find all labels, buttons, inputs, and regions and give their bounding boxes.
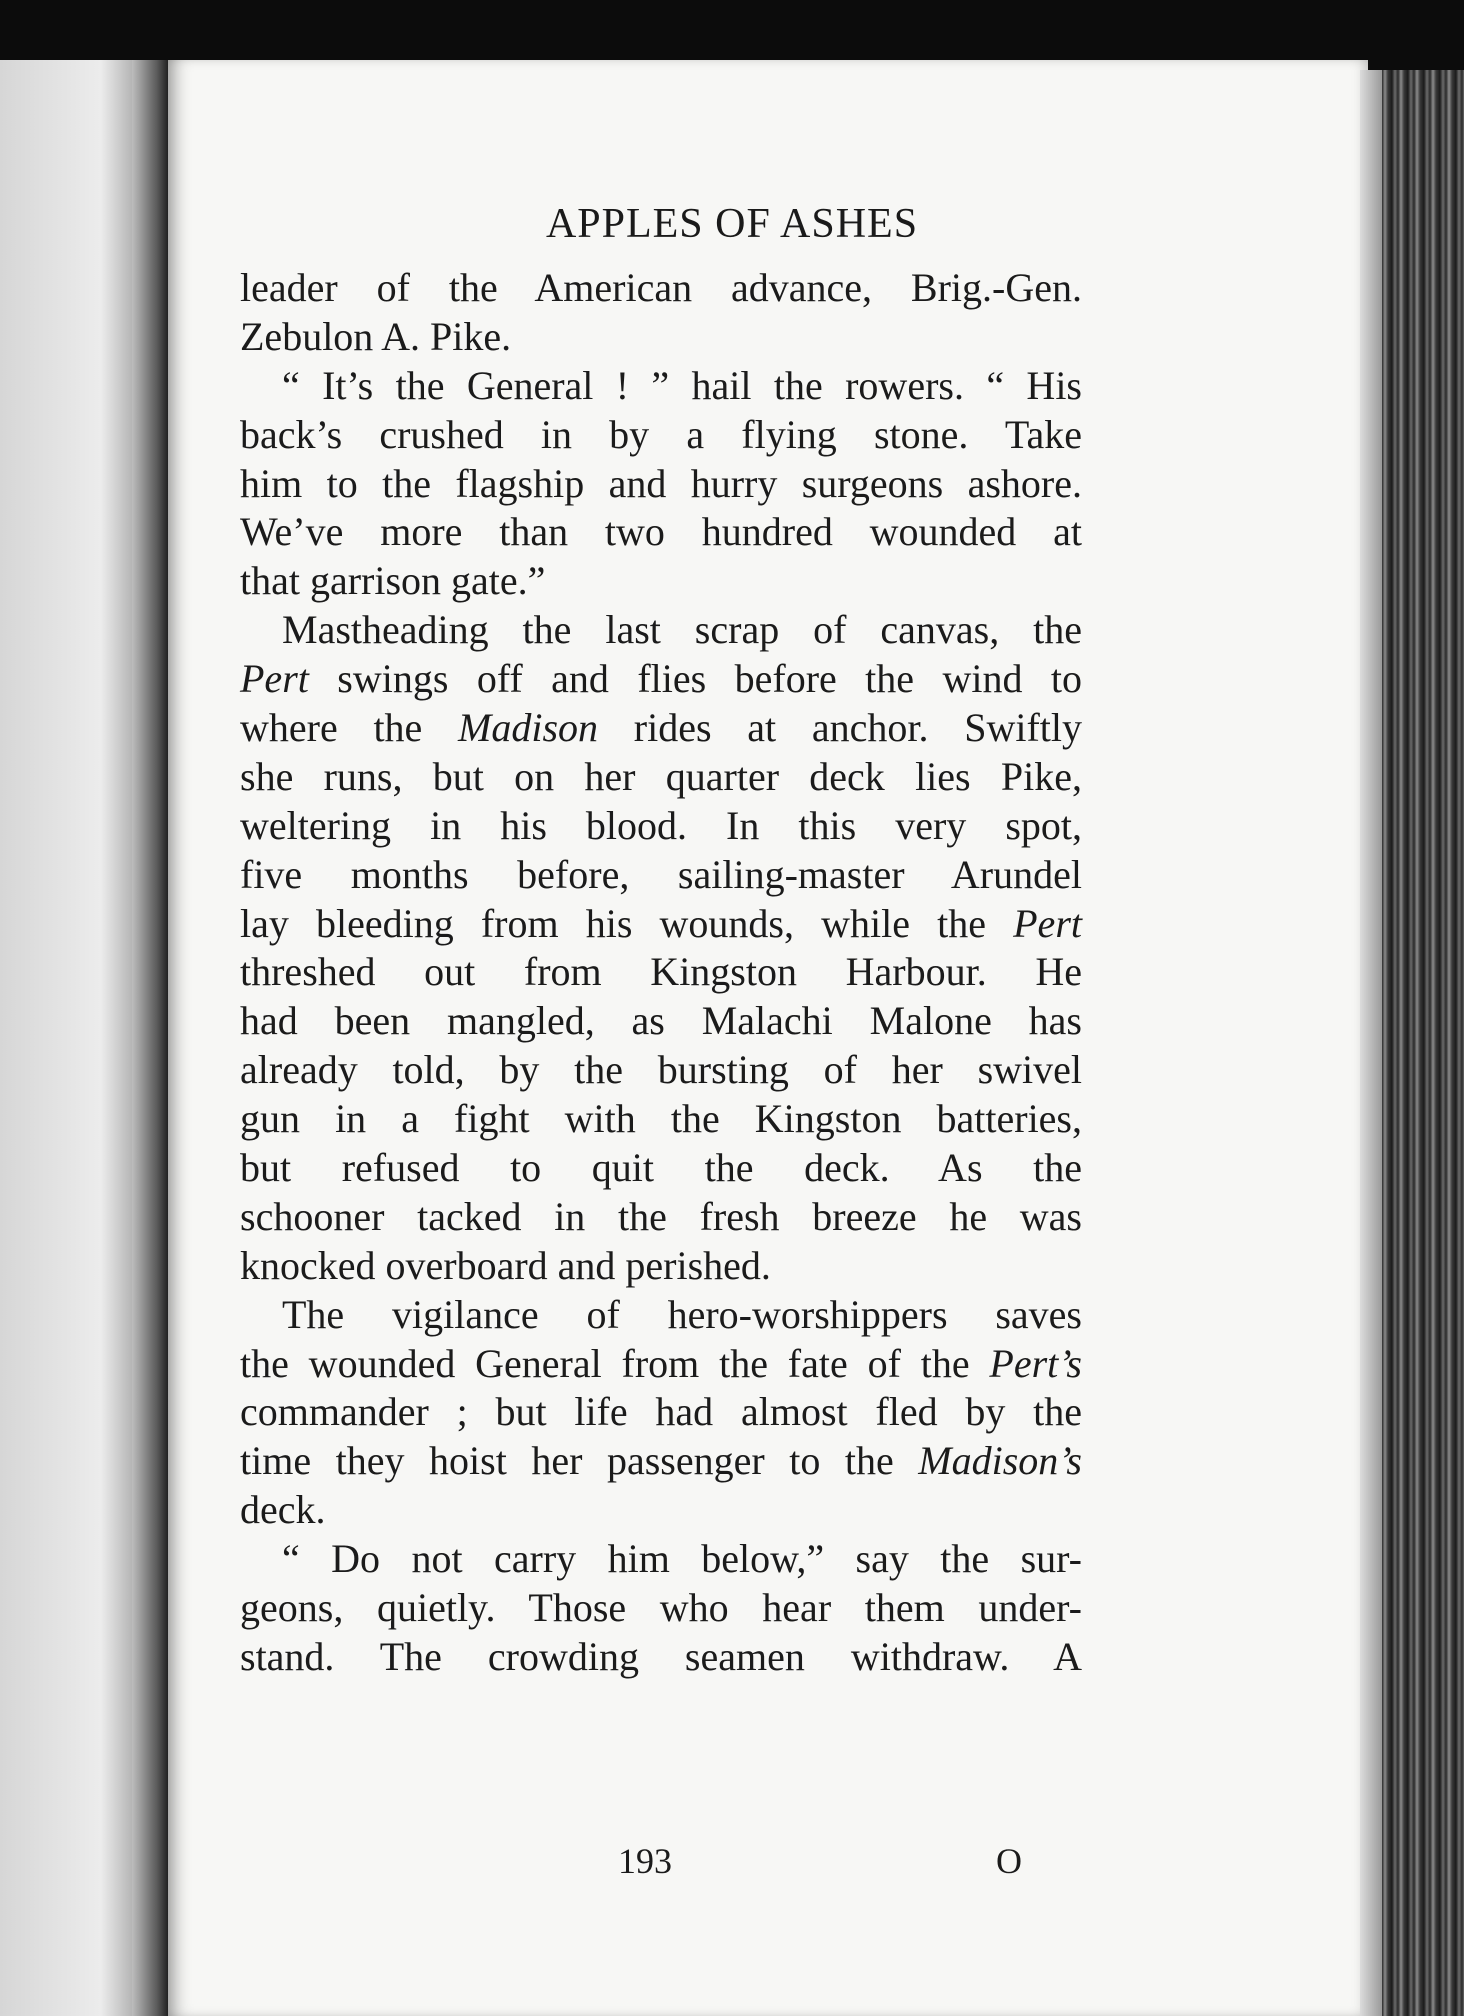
text-line: “ It’s the General ! ” hail the rowers. “ His [282,362,1082,408]
text-line: gun in a fight with the Kingston batteries, [240,1096,1082,1142]
text-line: where the Madison rides at anchor. Swiftly [240,705,1082,751]
text-line: Mastheading the last scrap of canvas, the [282,607,1082,653]
text-line: time they hoist her passenger to the Madison’s [240,1438,1082,1484]
text-line: stand. The crowding seamen withdraw. A [240,1633,1082,1679]
book-gutter [132,60,168,2016]
text-line: commander ; but life had almost fled by the [240,1389,1082,1435]
running-title [0,196,1464,252]
page-edge-highlight [1360,70,1382,2016]
text-line: had been mangled, as Malachi Malone has [240,998,1082,1044]
text-line: “ Do not carry him below,” say the sur- [282,1536,1082,1582]
text-line: him to the flagship and hurry surgeons ashore. [240,460,1082,506]
text-line: weltering in his blood. In this very spot, [240,802,1082,848]
text-line: Pert swings off and flies before the wind to [240,656,1082,702]
text-line: five months before, sailing-master Arundel [240,851,1082,897]
page-footer [240,1840,1082,1890]
text-line: leader of the American advance, Brig.-Gen. [240,265,1082,310]
text-line: the wounded General from the fate of the Pert’s [240,1340,1082,1386]
text-line: she runs, but on her quarter deck lies Pike, [240,753,1082,799]
text-line: already told, by the bursting of her swivel [240,1047,1082,1093]
signature-mark: O [996,1841,1022,1881]
text-line: threshed out from Kingston Harbour. He [240,949,1082,995]
running-title-text: APPLES OF ASHES [545,201,919,247]
text-line: Zebulon A. Pike. [240,313,512,359]
text-line: lay bleeding from his wounds, while the Pert [240,900,1082,946]
text-line: geons, quietly. Those who hear them under- [240,1585,1082,1631]
text-line: but refused to quit the deck. As the [240,1145,1082,1191]
text-line: The vigilance of hero-worshippers saves [282,1291,1082,1337]
text-line: schooner tacked in the fresh breeze he was [240,1193,1082,1239]
text-line: back’s crushed in by a flying stone. Take [240,411,1082,457]
text-line: that garrison gate.” [240,558,546,604]
text-line: We’ve more than two hundred wounded at [240,509,1082,555]
body-text [240,264,1082,1682]
text-line: knocked overboard and perished. [240,1242,771,1288]
page-number: 193 [618,1841,672,1881]
text-line: deck. [240,1487,326,1533]
